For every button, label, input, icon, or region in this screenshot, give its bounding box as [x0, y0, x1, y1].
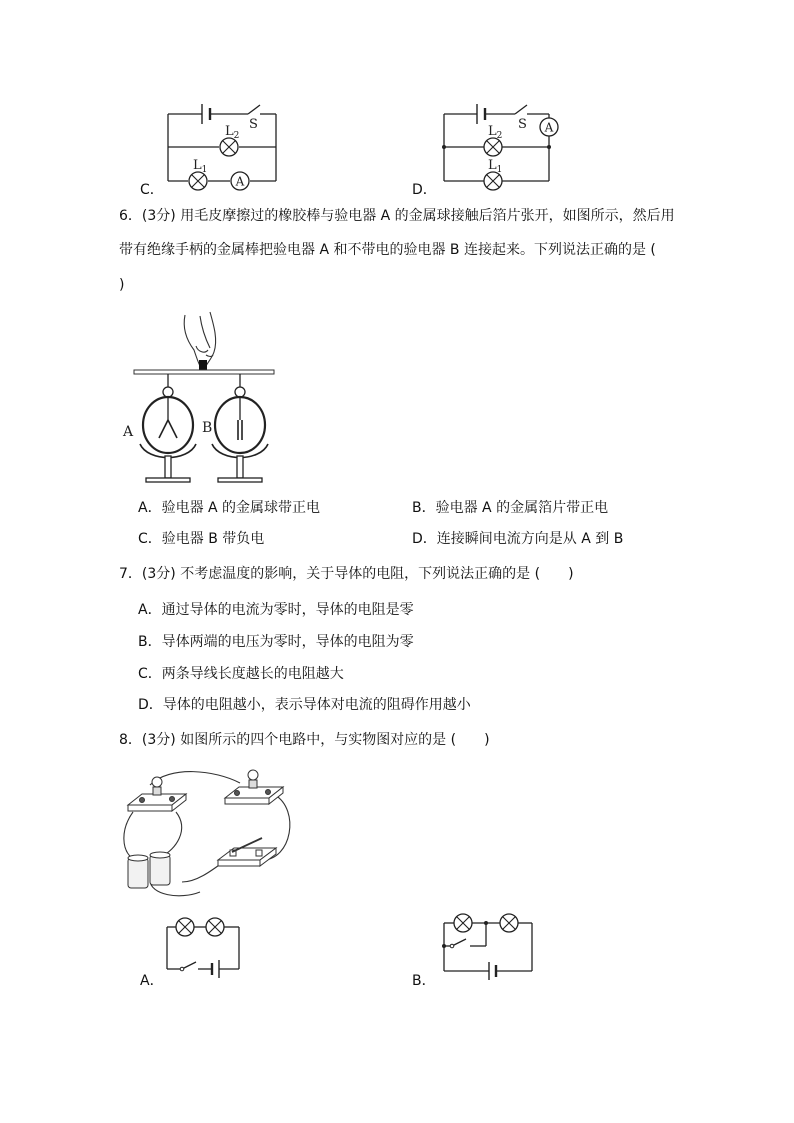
q6-stem-line3: ): [119, 277, 125, 293]
q5c-l1-sub: 1: [201, 165, 208, 175]
q7-stem: 7．(3分) 不考虑温度的影响，关于导体的电阻，下列说法正确的是 ( ): [119, 566, 574, 582]
q5d-l1-sub: 1: [496, 165, 503, 175]
q6-stem-line1: 6．(3分) 用毛皮摩擦过的橡胶棒与验电器 A 的金属球接触后箔片张开，如图所示，然后用: [119, 208, 675, 224]
q6-option-d[interactable]: D．连接瞬间电流方向是从 A 到 B: [412, 531, 624, 547]
q5c-l2-sub: 2: [233, 131, 240, 141]
q5d-switch-label: S: [518, 117, 527, 132]
q6-option-b[interactable]: B．验电器 A 的金属箔片带正电: [412, 500, 609, 516]
q5d-l1-label: L: [488, 158, 497, 173]
q8b-lamp-1-icon: [454, 914, 472, 932]
electroscope-a-label: A: [123, 424, 134, 440]
q5d-l2-sub: 2: [496, 131, 503, 141]
q7-option-a[interactable]: A．通过导体的电流为零时，导体的电阻是零: [138, 602, 414, 618]
q6-option-a[interactable]: A．验电器 A 的金属球带正电: [138, 500, 321, 516]
q5c-l1-label: L: [193, 158, 202, 173]
q5-option-d-label[interactable]: D．: [412, 182, 437, 198]
q8b-lamp-2-icon: [500, 914, 518, 932]
q6-stem-line2: 带有绝缘手柄的金属棒把验电器 A 和不带电的验电器 B 连接起来。下列说法正确的是 (: [119, 242, 656, 258]
q6-option-c[interactable]: C．验电器 B 带负电: [138, 531, 265, 547]
q5-option-c-label[interactable]: C．: [140, 182, 164, 198]
electroscope-b-label: B: [202, 420, 213, 436]
q8-option-b-label[interactable]: B．: [412, 973, 436, 989]
q5c-switch-label: S: [249, 117, 258, 132]
q7-option-b[interactable]: B．导体两端的电压为零时，导体的电阻为零: [138, 634, 414, 650]
q5d-ammeter-letter: A: [544, 120, 554, 135]
q8-option-a-label[interactable]: A．: [140, 973, 164, 989]
q8-stem: 8．(3分) 如图所示的四个电路中，与实物图对应的是 ( ): [119, 732, 490, 748]
q5c-l2-label: L: [225, 124, 234, 139]
q7-option-c[interactable]: C．两条导线长度越长的电阻越大: [138, 666, 344, 682]
q5d-l2-label: L: [488, 124, 497, 139]
q5c-ammeter-letter: A: [235, 174, 245, 189]
q7-option-d[interactable]: D．导体的电阻越小，表示导体对电流的阻碍作用越小: [138, 697, 471, 713]
